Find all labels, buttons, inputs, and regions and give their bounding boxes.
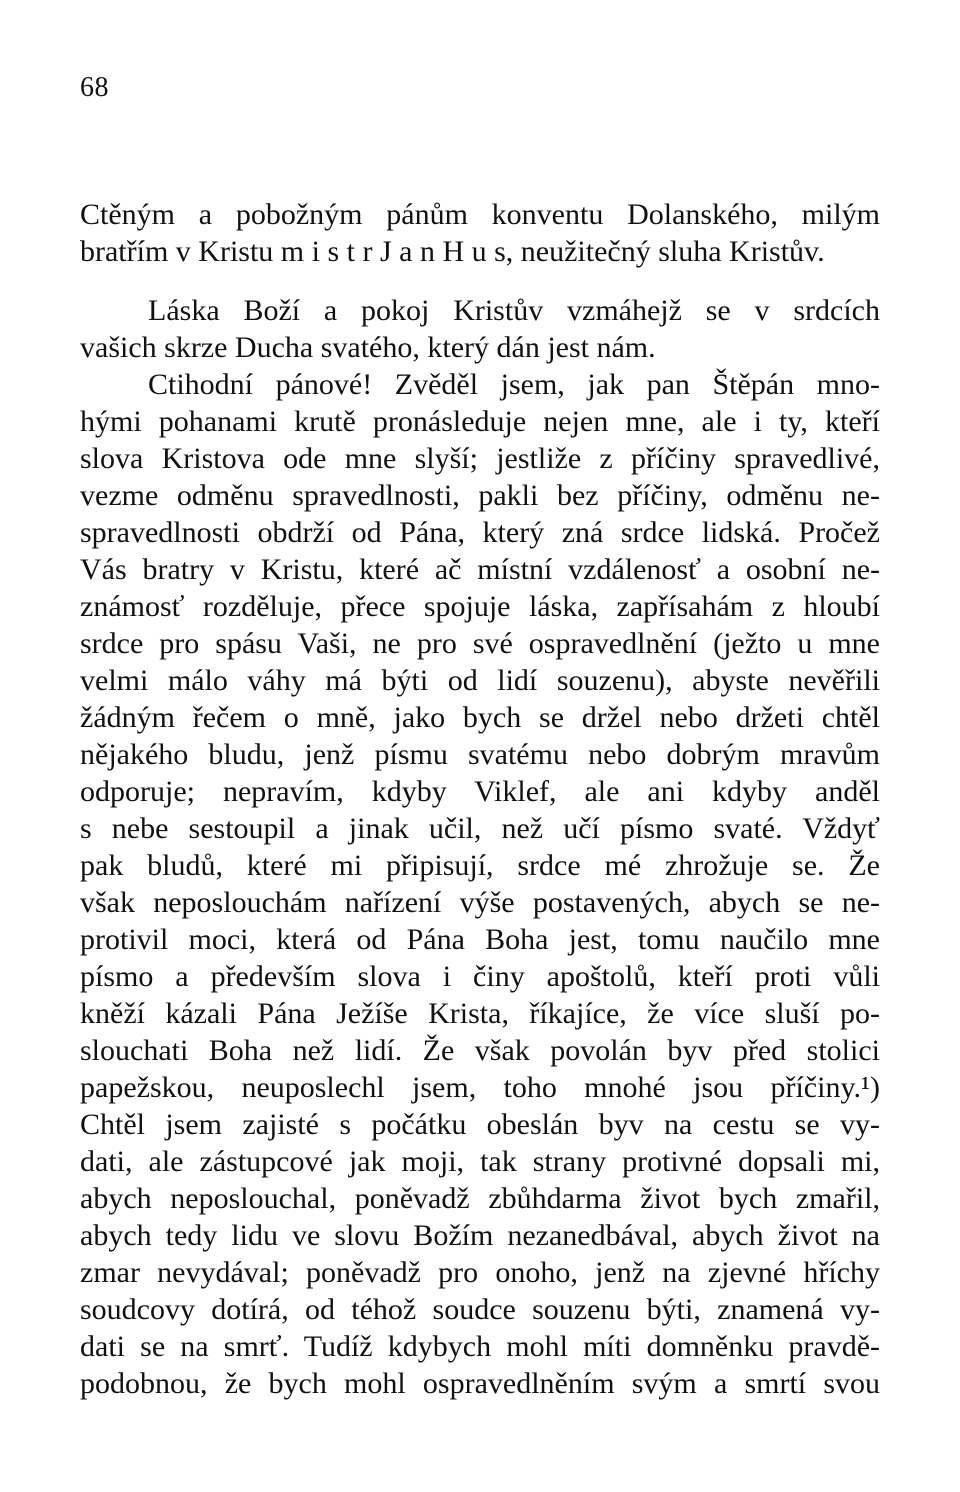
page-number: 68 [80, 72, 109, 103]
text-line: spravedlnosti obdrží od Pána, který zná srdce lidská. Pročež [80, 516, 880, 549]
text-line: odporuje; nepravím, kdyby Viklef, ale ani kdyby anděl [80, 775, 880, 808]
text-line: Láska Boží a pokoj Kristův vzmáhejž se v srdcích [148, 294, 880, 327]
text-line: soudcovy dotírá, od téhož soudce souzenu býti, znamená vy- [80, 1293, 880, 1326]
text-line: dati se na smrť. Tudíž kdybych mohl míti domněnku pravdě- [80, 1330, 880, 1363]
text-line: vezme odměnu spravedlnosti, pakli bez příčiny, odměnu ne- [80, 479, 880, 512]
text-line: známosť rozděluje, přece spojuje láska, zapřísahám z hloubí [80, 590, 880, 623]
text-line: pak bludů, které mi připisují, srdce mé zhrožuje se. Že [80, 849, 880, 882]
text-line: Chtěl jsem zajisté s počátku obeslán byv na cestu se vy- [80, 1108, 880, 1141]
text-line: abych tedy lidu ve slovu Božím nezanedbával, abych život na [80, 1219, 880, 1252]
text-line: protivil moci, která od Pána Boha jest, tomu naučilo mne [80, 923, 880, 956]
text-line: papežskou, neuposlechl jsem, toho mnohé jsou příčiny.¹) [80, 1071, 880, 1104]
text-line: srdce pro spásu Vaši, ne pro své ospravedlnění (ježto u mne [80, 627, 880, 660]
text-line: dati, ale zástupcové jak moji, tak strany protivné dopsali mi, [80, 1145, 880, 1178]
text-line: s nebe sestoupil a jinak učil, než učí písmo svaté. Vždyť [80, 812, 880, 845]
text-line: podobnou, že bych mohl ospravedlněním svým a smrtí svou [80, 1367, 880, 1400]
text-line: žádným řečem o mně, jako bych se držel nebo držeti chtěl [80, 701, 880, 734]
text-line: hými pohanami krutě pronásleduje nejen mne, ale i ty, kteří [80, 405, 880, 438]
text-line: Ctihodní pánové! Zvěděl jsem, jak pan Štěpán mno- [148, 368, 880, 401]
text-line: vašich skrze Ducha svatého, který dán jest nám. [80, 331, 656, 364]
text-line: velmi málo váhy má býti od lidí souzenu), abyste nevěřili [80, 664, 880, 697]
text-line: slova Kristova ode mne slyší; jestliže z příčiny spravedlivé, [80, 442, 880, 475]
text-line: kněží kázali Pána Ježíše Krista, říkajíce, že více sluší po- [80, 997, 880, 1030]
text-line: nějakého bludu, jenž písmu svatému nebo dobrým mravům [80, 738, 880, 771]
text-line: bratřím v Kristu m i s t r J a n H u s, neužitečný sluha Kristův. [80, 235, 825, 268]
text-line: Vás bratry v Kristu, které ač místní vzdálenosť a osobní ne- [80, 553, 880, 586]
text-line: abych neposlouchal, poněvadž zbůhdarma život bych zmařil, [80, 1182, 880, 1215]
text-line: písmo a především slova i činy apoštolů, kteří proti vůli [80, 960, 880, 993]
text-line: zmar nevydával; poněvadž pro onoho, jenž na zjevné hříchy [80, 1256, 880, 1289]
text-line: slouchati Boha než lidí. Že však povolán byv před stolici [80, 1034, 880, 1067]
text-line: Ctěným a pobožným pánům konventu Dolanského, milým [80, 198, 880, 231]
text-line: však neposlouchám nařízení výše postavených, abych se ne- [80, 886, 880, 919]
letter-text [80, 196, 880, 1402]
